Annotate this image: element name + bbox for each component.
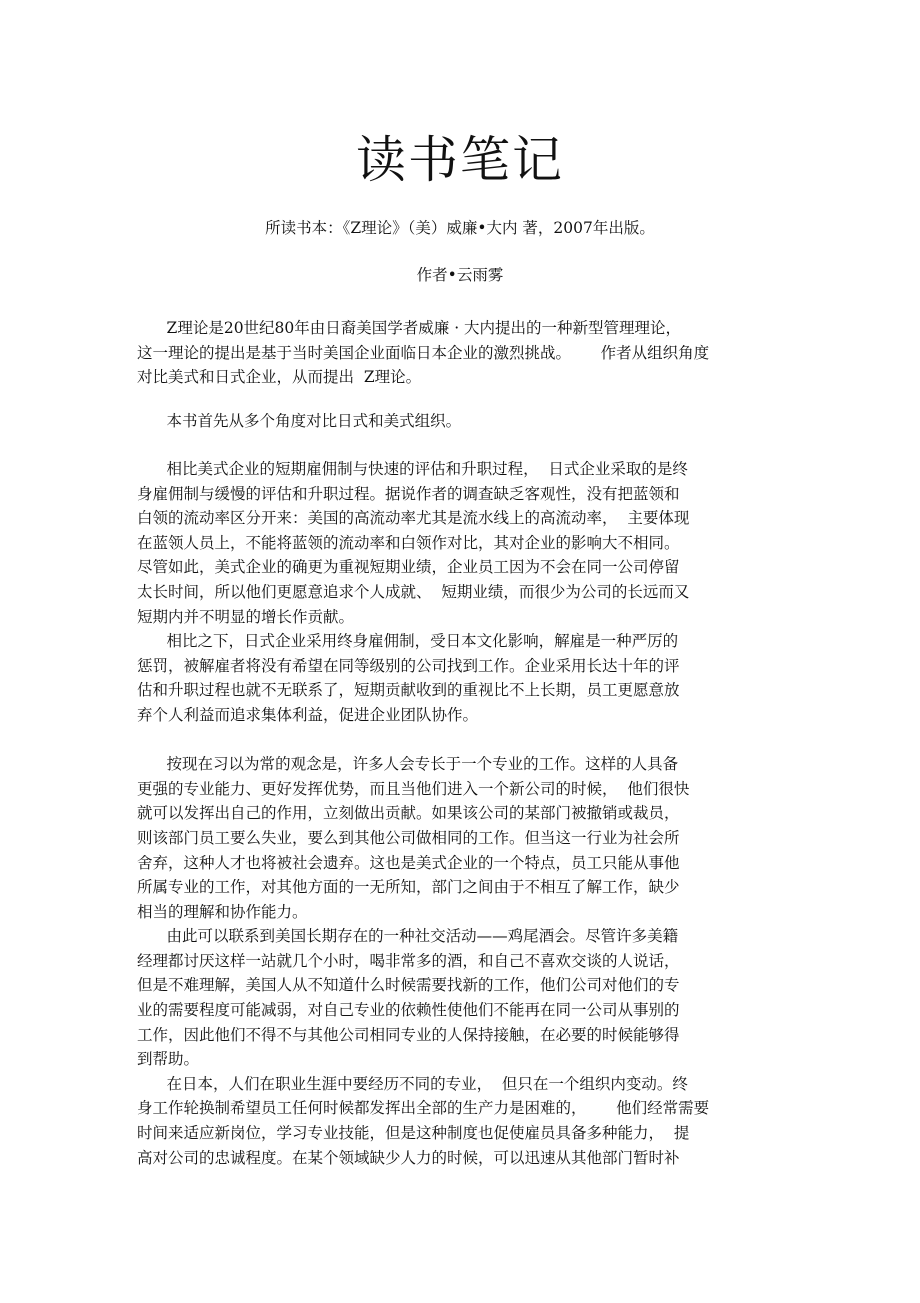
text-line: 就可以发挥出自己的作用，立刻做出贡献。如果该公司的某部门被撤销或裁员， [137, 804, 680, 823]
text-line: 白领的流动率区分开来：美国的高流动率尤其是流水线上的高流动率， 主要体现 [137, 509, 690, 528]
text-line: 更强的专业能力、更好发挥优势，而且当他们进入一个新公司的时候， 他们很快 [137, 779, 690, 798]
text-line: 这一理论的提出是基于当时美国企业面临日本企业的激烈挑战。 作者从组织角度 [137, 343, 710, 362]
paragraph-overview [137, 409, 777, 434]
text-line: 工作，因此他们不得不与其他公司相同专业的人保持接触，在必要的时候能够得 [137, 1025, 680, 1044]
page-title: 读书笔记 [356, 131, 564, 189]
text-line: 在蓝领人员上，不能将蓝领的流动率和白领作对比，其对企业的影响大不相同。 [137, 533, 680, 552]
text-line: 太长时间，所以他们更愿意追求个人成就、 短期业绩，而很少为公司的长远而又 [137, 582, 690, 601]
text-line: Z理论是20世纪80年由日裔美国学者威廉 · 大内提出的一种新型管理理论， [137, 319, 682, 337]
text-line: 相当的理解和协作能力。 [137, 902, 308, 921]
text-line: 时间来适应新岗位，学习专业技能，但是这种制度也促使雇员具备多种能力， 提 [137, 1124, 690, 1143]
text-line: 本书首先从多个角度对比日式和美式组织。 [137, 412, 462, 430]
text-line: 身工作轮换制希望员工任何时候都发挥出全部的生产力是困难的， 他们经常需要 [137, 1099, 710, 1118]
text-line: 相比之下，日式企业采用终身雇佣制，受日本文化影响，解雇是一种严厉的 [137, 632, 679, 651]
text-line: 所属专业的工作，对其他方面的一无所知，部门之间由于不相互了解工作，缺少 [137, 878, 680, 897]
text-line: 身雇佣制与缓慢的评估和升职过程。据说作者的调查缺乏客观性，没有把蓝领和 [137, 484, 680, 503]
text-line: 惩罚，被解雇者将没有希望在同等级别的公司找到工作。企业采用长达十年的评 [137, 656, 680, 675]
text-line: 由此可以联系到美国长期存在的一种社交活动——鸡尾酒会。尽管许多美籍 [137, 927, 679, 946]
paragraph-intro [137, 316, 777, 390]
paragraph-comparison [137, 457, 777, 1170]
blank-line [137, 728, 777, 753]
text-line: 对比美式和日式企业，从而提出 Z理论。 [137, 368, 422, 387]
text-line: 相比美式企业的短期雇佣制与快速的评估和升职过程， 日式企业采取的是终 [137, 460, 688, 478]
text-line: 舍弃，这种人才也将被社会遗弃。这也是美式企业的一个特点，员工只能从事他 [137, 853, 680, 872]
book-info: 所读书本：《Z理论》（美）威廉•大内 著，2007年出版。 [265, 219, 655, 237]
text-line: 在日本，人们在职业生涯中要经历不同的专业， 但只在一个组织内变动。终 [137, 1074, 688, 1093]
text-line: 经理都讨厌这样一站就几个小时，喝非常多的酒，和自己不喜欢交谈的人说话， [137, 951, 680, 970]
author-line: 作者•云雨雾 [416, 266, 504, 284]
text-line: 到帮助。 [137, 1050, 200, 1069]
text-line: 则该部门员工要么失业，要么到其他公司做相同的工作。但当这一行业为社会所 [137, 828, 680, 847]
text-line: 业的需要程度可能减弱，对自己专业的依赖性使他们不能再在同一公司从事别的 [137, 1001, 680, 1020]
text-line: 但是不难理解，美国人从不知道什么时候需要找新的工作，他们公司对他们的专 [137, 976, 680, 995]
text-line: 按现在习以为常的观念是，许多人会专长于一个专业的工作。这样的人具备 [137, 755, 679, 774]
text-line: 尽管如此，美式企业的确更为重视短期业绩，企业员工因为不会在同一公司停留 [137, 558, 680, 577]
text-line: 高对公司的忠诚程度。在某个领域缺少人力的时候，可以迅速从其他部门暂时补 [137, 1148, 680, 1167]
text-line: 估和升职过程也就不无联系了，短期贡献收到的重视比不上长期，员工更愿意放 [137, 681, 680, 700]
text-line: 短期内并不明显的增长作贡献。 [137, 607, 355, 626]
text-line: 弃个人利益而追求集体利益，促进企业团队协作。 [137, 705, 479, 724]
